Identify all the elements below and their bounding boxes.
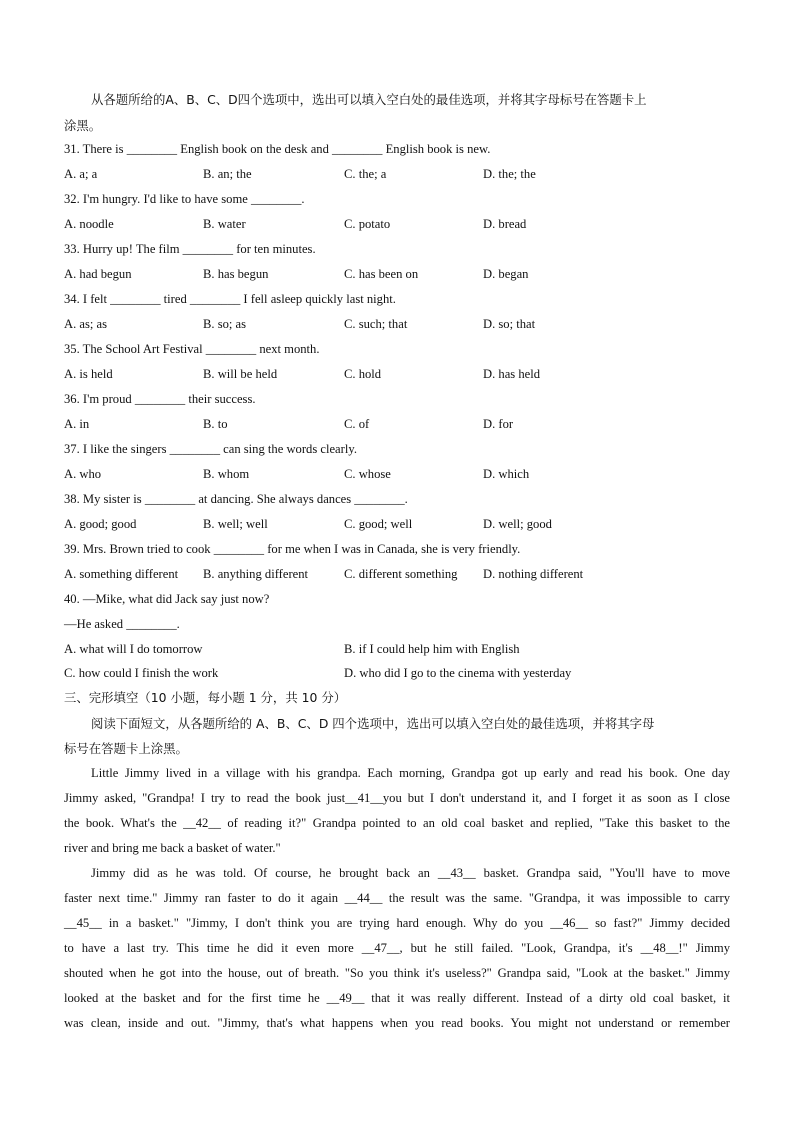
question-32-option-c[interactable]: C. potato <box>344 217 391 231</box>
question-33-option-b[interactable]: B. has begun <box>203 267 269 281</box>
question-32-stem: 32. I'm hungry. I'd like to have some ________. <box>64 192 305 206</box>
question-35-option-d[interactable]: D. has held <box>483 367 541 381</box>
question-40-stem: 40. —Mike, what did Jack say just now? <box>64 592 270 606</box>
passage-line-4: river and bring me back a basket of water." <box>64 841 281 855</box>
question-38-option-b[interactable]: B. well; well <box>203 517 268 531</box>
question-36-option-b[interactable]: B. to <box>203 417 228 431</box>
question-38-option-d[interactable]: D. well; good <box>483 517 552 531</box>
question-33-option-a[interactable]: A. had begun <box>64 267 132 281</box>
question-32-option-a[interactable]: A. noodle <box>64 217 114 231</box>
question-31-option-a[interactable]: A. a; a <box>64 167 98 181</box>
question-38-option-c[interactable]: C. good; well <box>344 517 413 531</box>
question-32-option-d[interactable]: D. bread <box>483 217 527 231</box>
passage-line-1: Little Jimmy lived in a village with his grandpa. Each morning, Grandpa got up early and read his book. One day <box>91 766 730 780</box>
section-3-instructions-line-2: 标号在答题卡上涂黑。 <box>64 741 188 756</box>
question-34-option-a[interactable]: A. as; as <box>64 317 108 331</box>
question-37-option-a[interactable]: A. who <box>64 467 102 481</box>
section-3-instructions-line-1: 阅读下面短文，从各题所给的 A、B、C、D 四个选项中，选出可以填入空白处的最佳选项，并将其字母 <box>91 716 655 731</box>
question-35-option-a[interactable]: A. is held <box>64 367 113 381</box>
question-31-option-d[interactable]: D. the; the <box>483 167 536 181</box>
question-34-option-c[interactable]: C. such; that <box>344 317 408 331</box>
question-40-option-a[interactable]: A. what will I do tomorrow <box>64 642 203 656</box>
instructions-line-1: 从各题所给的A、B、C、D四个选项中，选出可以填入空白处的最佳选项，并将其字母标号在答题卡上 <box>91 92 647 107</box>
question-39-option-a[interactable]: A. something different <box>64 567 179 581</box>
question-32-option-b[interactable]: B. water <box>203 217 246 231</box>
question-33-stem: 33. Hurry up! The film ________ for ten minutes. <box>64 242 316 256</box>
question-36-option-a[interactable]: A. in <box>64 417 90 431</box>
passage-line-11: was clean, inside and out. "Jimmy, that's what happens when you read books. You might not understand or remember <box>64 1016 730 1030</box>
question-31-option-c[interactable]: C. the; a <box>344 167 387 181</box>
question-40-option-d[interactable]: D. who did I go to the cinema with yesterday <box>344 666 572 680</box>
question-37-option-b[interactable]: B. whom <box>203 467 250 481</box>
question-34-stem: 34. I felt ________ tired ________ I fell asleep quickly last night. <box>64 292 396 306</box>
question-38-stem: 38. My sister is ________ at dancing. She always dances ________. <box>64 492 408 506</box>
question-39-option-b[interactable]: B. anything different <box>203 567 309 581</box>
question-35-option-c[interactable]: C. hold <box>344 367 382 381</box>
instructions-line-2: 涂黑。 <box>64 118 102 133</box>
question-37-option-d[interactable]: D. which <box>483 467 530 481</box>
question-40-reply: —He asked ________. <box>64 617 180 631</box>
question-36-option-d[interactable]: D. for <box>483 417 514 431</box>
passage-line-2: Jimmy asked, "Grandpa! I try to read the book just__41__you but I don't understand it, and I forget it as soon as I close <box>64 791 730 805</box>
passage-line-6: faster next time." Jimmy ran faster to do it again __44__ the result was the same. "Grandpa, it was impossible to carry <box>64 891 730 905</box>
question-35-stem: 35. The School Art Festival ________ next month. <box>64 342 320 356</box>
question-38-option-a[interactable]: A. good; good <box>64 517 137 531</box>
passage-line-8: to have a last try. This time he did it even more __47__, but he still failed. "Look, Grandpa, it's __48__!" Jimmy <box>64 941 730 955</box>
passage-line-10: looked at the basket and for the first time he __49__ that it was really different. Instead of a dirty old coal basket, it <box>64 991 730 1005</box>
question-37-stem: 37. I like the singers ________ can sing the words clearly. <box>64 442 357 456</box>
question-40-option-c[interactable]: C. how could I finish the work <box>64 666 219 680</box>
passage-line-7: __45__ in a basket." "Jimmy, I don't think you are trying hard enough. Why do you __46__ so fast?" Jimmy decided <box>64 916 730 930</box>
question-34-option-b[interactable]: B. so; as <box>203 317 247 331</box>
question-33-option-c[interactable]: C. has been on <box>344 267 419 281</box>
section-3-title: 三、完形填空（10 小题，每小题 1 分，共 10 分） <box>64 690 347 705</box>
question-31-stem: 31. There is ________ English book on the desk and ________ English book is new. <box>64 142 491 156</box>
passage-line-5: Jimmy did as he was told. Of course, he brought back an __43__ basket. Grandpa said, "You'll have to move <box>91 866 730 880</box>
question-39-option-c[interactable]: C. different something <box>344 567 458 581</box>
question-33-option-d[interactable]: D. began <box>483 267 529 281</box>
question-39-stem: 39. Mrs. Brown tried to cook ________ for me when I was in Canada, she is very friendly. <box>64 542 521 556</box>
question-36-stem: 36. I'm proud ________ their success. <box>64 392 256 406</box>
passage-line-9: shouted when he got into the house, out of breath. "So you think it's useless?" Grandpa said, "Look at the basket." Jimmy <box>64 966 730 980</box>
question-40-option-b[interactable]: B. if I could help him with English <box>344 642 520 656</box>
question-37-option-c[interactable]: C. whose <box>344 467 391 481</box>
question-34-option-d[interactable]: D. so; that <box>483 317 536 331</box>
passage-line-3: the book. What's the __42__ of reading it?" Grandpa pointed to an old coal basket and replied, "Take this basket to the <box>64 816 730 830</box>
question-36-option-c[interactable]: C. of <box>344 417 370 431</box>
question-35-option-b[interactable]: B. will be held <box>203 367 278 381</box>
question-31-option-b[interactable]: B. an; the <box>203 167 252 181</box>
question-39-option-d[interactable]: D. nothing different <box>483 567 584 581</box>
